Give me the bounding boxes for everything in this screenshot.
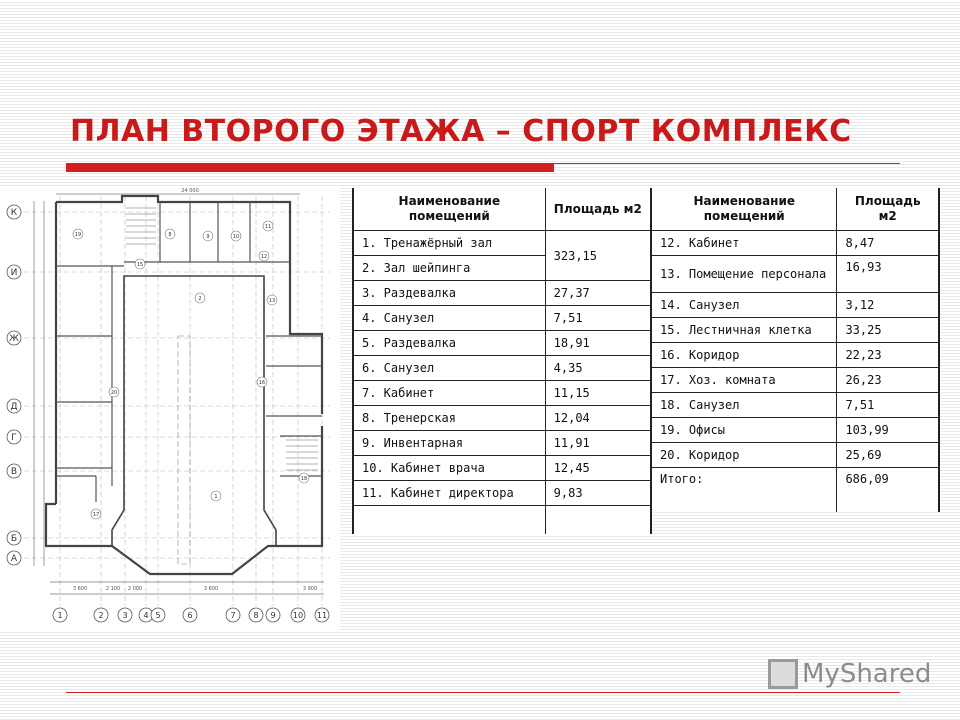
room-name: 2. Зал шейпинга — [353, 256, 545, 281]
room-name: 17. Хоз. комната — [652, 368, 837, 393]
room-name: 16. Коридор — [652, 343, 837, 368]
floor-plan-drawing — [0, 186, 340, 630]
room-area: 25,69 — [837, 443, 939, 468]
room-name: 11. Кабинет директора — [353, 481, 545, 506]
room-area: 26,23 — [837, 368, 939, 393]
room-tag-label: 19 — [74, 232, 82, 238]
dimension-top: 24 000 — [181, 188, 199, 194]
room-tag-label: 16 — [258, 380, 266, 386]
table-row — [652, 368, 939, 393]
room-tag-label: 18 — [300, 476, 308, 482]
table-row — [353, 356, 651, 381]
room-name: 5. Раздевалка — [353, 331, 545, 356]
room-name: 19. Офисы — [652, 418, 837, 443]
table-row — [353, 481, 651, 506]
table-header-row — [353, 188, 651, 231]
dimension-bottom: 3 600 — [203, 586, 219, 592]
room-tag-label: 8 — [168, 232, 172, 238]
room-name: 12. Кабинет — [652, 231, 837, 256]
room-tag-label: 9 — [206, 234, 210, 240]
room-name: 13. Помещение персонала — [652, 256, 837, 293]
axis-label-bottom: 7 — [230, 611, 236, 620]
dimension-bottom: 2 000 — [127, 586, 143, 592]
axis-label-bottom: 4 — [143, 611, 149, 620]
room-name: 8. Тренерская — [353, 406, 545, 431]
table-row — [353, 331, 651, 356]
rooms-table-left — [352, 188, 652, 534]
room-area: 11,91 — [545, 431, 651, 456]
axis-label-bottom: 3 — [122, 611, 128, 620]
room-name: 15. Лестничная клетка — [652, 318, 837, 343]
room-name: 7. Кабинет — [353, 381, 545, 406]
room-area: 12,04 — [545, 406, 651, 431]
room-name: 20. Коридор — [652, 443, 837, 468]
room-tag-label: 13 — [268, 298, 276, 304]
presentation-logo-icon — [768, 659, 798, 689]
axis-label-left: В — [10, 467, 18, 477]
room-area: 3,12 — [837, 293, 939, 318]
axis-label-left: Г — [11, 433, 17, 443]
title-underline-thick — [66, 163, 554, 172]
table-header-row — [652, 188, 939, 231]
room-name: 18. Санузел — [652, 393, 837, 418]
room-name: 3. Раздевалка — [353, 281, 545, 306]
axis-label-bottom: 9 — [270, 611, 276, 620]
dimension-bottom: 2 100 — [105, 586, 121, 592]
watermark — [768, 654, 931, 694]
table-row — [353, 306, 651, 331]
total-value: 686,09 — [837, 468, 939, 513]
room-tag-label: 2 — [198, 296, 202, 302]
axis-label-bottom: 1 — [57, 611, 63, 620]
room-name: 1. Тренажёрный зал — [353, 231, 545, 256]
room-tag-label: 10 — [232, 234, 240, 240]
table-row — [652, 256, 939, 293]
table-row — [652, 343, 939, 368]
room-tag-label: 1 — [214, 494, 218, 500]
room-tag-label: 20 — [110, 390, 118, 396]
table-row — [353, 456, 651, 481]
table-row — [353, 431, 651, 456]
table-row — [353, 381, 651, 406]
axis-label-left: Б — [10, 534, 18, 544]
axis-label-bottom: 5 — [155, 611, 161, 620]
room-tag-label: 17 — [92, 512, 100, 518]
room-name: 4. Санузел — [353, 306, 545, 331]
room-tag-label: 12 — [260, 254, 268, 260]
room-area: 18,91 — [545, 331, 651, 356]
room-name: 10. Кабинет врача — [353, 456, 545, 481]
room-area: 33,25 — [837, 318, 939, 343]
footer-rule — [66, 692, 900, 693]
room-area: 103,99 — [837, 418, 939, 443]
table-total-row — [652, 468, 939, 513]
table-row-empty — [353, 506, 651, 535]
axis-label-bottom: 11 — [316, 611, 328, 620]
building-walls — [46, 196, 322, 574]
room-area: 16,93 — [837, 256, 939, 293]
dimension-bottom: 3 900 — [302, 586, 318, 592]
watermark-text: MyShared — [802, 659, 932, 689]
column-header-area: Площадь м2 — [545, 188, 651, 231]
column-header-name: Наименование помещений — [652, 188, 837, 231]
axis-label-bottom: 10 — [292, 611, 304, 620]
axis-bubbles-left — [7, 205, 21, 565]
room-area: 12,45 — [545, 456, 651, 481]
axis-label-bottom: 8 — [253, 611, 259, 620]
room-area: 11,15 — [545, 381, 651, 406]
table-row — [652, 393, 939, 418]
room-area: 323,15 — [545, 231, 651, 281]
room-area: 22,23 — [837, 343, 939, 368]
room-tag-label: 15 — [136, 262, 144, 268]
total-label: Итого: — [660, 472, 704, 486]
room-area: 4,35 — [545, 356, 651, 381]
axis-label-left: А — [10, 554, 18, 564]
room-tag-label: 11 — [264, 224, 272, 230]
room-area: 27,37 — [545, 281, 651, 306]
table-row — [353, 406, 651, 431]
table-row — [652, 318, 939, 343]
table-row — [353, 231, 651, 256]
column-header-name: Наименование помещений — [353, 188, 545, 231]
room-area: 7,51 — [837, 393, 939, 418]
table-row — [652, 418, 939, 443]
axis-label-left: Ж — [9, 334, 19, 344]
page-title: ПЛАН ВТОРОГО ЭТАЖА – СПОРТ КОМПЛЕКС — [70, 114, 852, 149]
axis-label-left: Д — [10, 402, 18, 412]
room-area: 9,83 — [545, 481, 651, 506]
room-area: 7,51 — [545, 306, 651, 331]
room-name: 14. Санузел — [652, 293, 837, 318]
column-header-area: Площадь м2 — [837, 188, 939, 231]
room-name: 9. Инвентарная — [353, 431, 545, 456]
title-underline-thin — [554, 163, 900, 164]
room-area: 8,47 — [837, 231, 939, 256]
room-name: 6. Санузел — [353, 356, 545, 381]
axis-label-bottom: 2 — [98, 611, 104, 620]
table-row — [652, 443, 939, 468]
table-row — [652, 231, 939, 256]
rooms-table-right — [652, 188, 940, 512]
axis-label-bottom: 6 — [187, 611, 193, 620]
axis-label-left: К — [10, 208, 18, 218]
table-row — [353, 281, 651, 306]
axis-label-left: И — [10, 268, 18, 278]
table-row — [652, 293, 939, 318]
dimension-bottom: 3 600 — [72, 586, 88, 592]
